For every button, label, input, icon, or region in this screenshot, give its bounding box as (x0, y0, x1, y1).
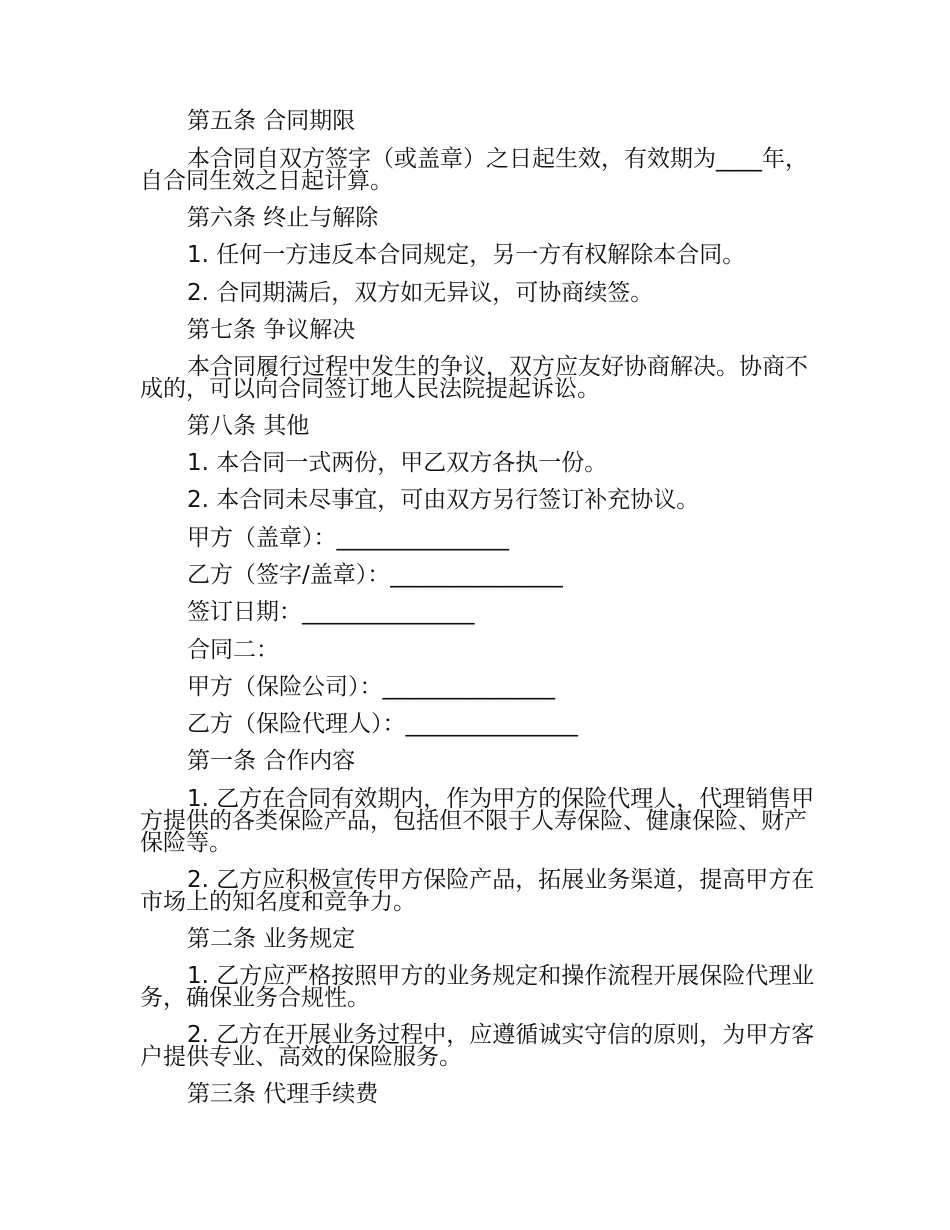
article-1-clause-1: 1. 乙方在合同有效期内，作为甲方的保险代理人，代理销售甲方提供的各类保险产品，包括但不限于人寿保险、健康保险、财产保险等。 (140, 786, 815, 856)
article-7-body: 本合同履行过程中发生的争议，双方应友好协商解决。协商不成的，可以向合同签订地人民法院提起诉讼。 (140, 354, 808, 402)
article-3-heading: 第三条 代理手续费 (187, 1081, 379, 1107)
signing-date-line: 签订日期：_______________ (187, 599, 475, 625)
article-1-heading: 第一条 合作内容 (187, 748, 356, 774)
article-7-heading: 第七条 争议解决 (187, 317, 356, 343)
article-6-heading: 第六条 终止与解除 (187, 205, 379, 231)
article-8-clause-2: 2. 本合同未尽事宜，可由双方另行签订补充协议。 (187, 487, 700, 513)
article-1-clause-2: 2. 乙方应积极宣传甲方保险产品，拓展业务渠道，提高甲方在市场上的知名度和竞争力。 (140, 867, 815, 915)
article-5-heading: 第五条 合同期限 (187, 108, 356, 134)
article-8-clause-1: 1. 本合同一式两份，甲乙双方各执一份。 (187, 450, 608, 476)
contract-2-title: 合同二： (187, 637, 279, 663)
party-a-signature-line: 甲方（盖章）：_______________ (187, 525, 509, 551)
contract-2-party-a: 甲方（保险公司）：_______________ (187, 674, 555, 700)
article-2-heading: 第二条 业务规定 (187, 926, 356, 952)
article-2-clause-2: 2. 乙方在开展业务过程中，应遵循诚实守信的原则，为甲方客户提供专业、高效的保险服务。 (140, 1022, 815, 1070)
contract-2-party-b: 乙方（保险代理人）：_______________ (187, 711, 578, 737)
party-b-signature-line: 乙方（签字/盖章）：_______________ (187, 562, 563, 588)
article-6-clause-1: 1. 任何一方违反本合同规定，另一方有权解除本合同。 (187, 242, 746, 268)
article-2-clause-1: 1. 乙方应严格按照甲方的业务规定和操作流程开展保险代理业务，确保业务合规性。 (140, 963, 815, 1011)
article-8-heading: 第八条 其他 (187, 413, 310, 439)
article-6-clause-2: 2. 合同期满后，双方如无异议，可协商续签。 (187, 280, 654, 306)
article-5-body: 本合同自双方签字（或盖章）之日起生效，有效期为____年，自合同生效之日起计算。 (140, 146, 808, 194)
